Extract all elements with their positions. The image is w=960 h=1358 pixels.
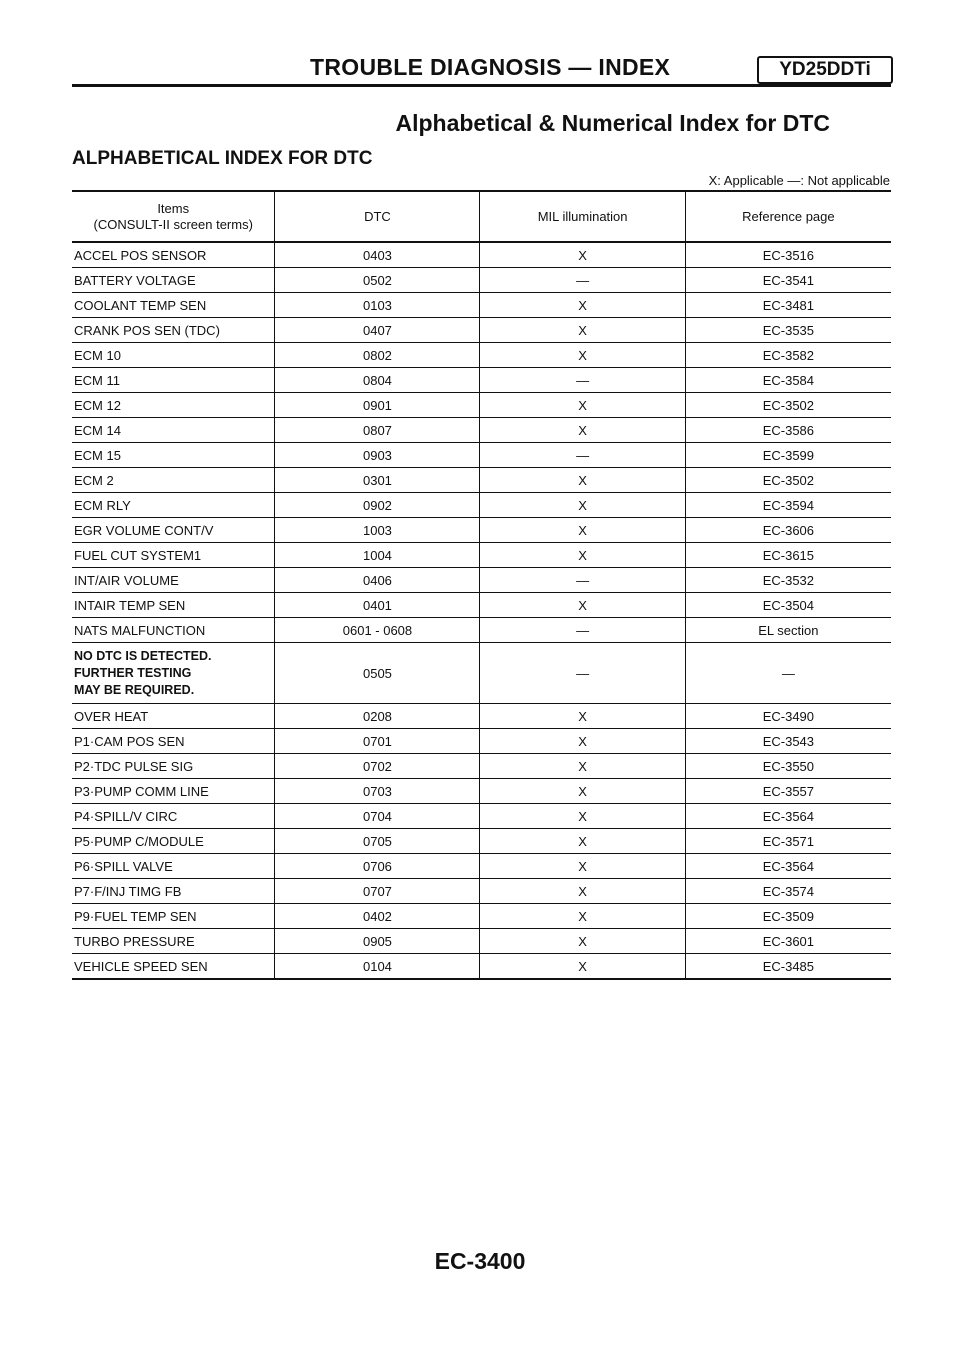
cell-dtc: 0406: [275, 568, 480, 593]
header-rule: [72, 84, 891, 87]
cell-item: P2·TDC PULSE SIG: [72, 754, 275, 779]
cell-dtc: 0401: [275, 593, 480, 618]
cell-mil: X: [480, 854, 685, 879]
cell-reference: EC-3509: [685, 904, 891, 929]
page-header-title: TROUBLE DIAGNOSIS — INDEX: [310, 54, 671, 80]
table-row: [72, 343, 891, 368]
page-number: EC-3400: [434, 1248, 526, 1274]
applicability-legend: X: Applicable —: Not applicable: [708, 173, 890, 188]
cell-dtc: 0505: [275, 643, 480, 704]
cell-mil: X: [480, 729, 685, 754]
column-header-reference: Reference page: [685, 191, 891, 242]
cell-reference: EC-3564: [685, 804, 891, 829]
cell-mil: X: [480, 954, 685, 980]
cell-dtc: 0208: [275, 704, 480, 729]
cell-reference: EL section: [685, 618, 891, 643]
cell-reference: EC-3574: [685, 879, 891, 904]
table-row: [72, 729, 891, 754]
cell-item: COOLANT TEMP SEN: [72, 293, 275, 318]
table-row: [72, 418, 891, 443]
column-header-items-line1: Items: [157, 200, 190, 216]
cell-reference: EC-3502: [685, 393, 891, 418]
cell-dtc: 0706: [275, 854, 480, 879]
cell-item: ECM 14: [72, 418, 275, 443]
cell-reference: EC-3571: [685, 829, 891, 854]
cell-reference: EC-3516: [685, 242, 891, 268]
cell-dtc: 0502: [275, 268, 480, 293]
cell-reference: EC-3564: [685, 854, 891, 879]
cell-mil: X: [480, 343, 685, 368]
table-row: [72, 393, 891, 418]
cell-item: EGR VOLUME CONT/V: [72, 518, 275, 543]
cell-dtc: 0403: [275, 242, 480, 268]
cell-mil: X: [480, 493, 685, 518]
cell-reference: EC-3485: [685, 954, 891, 980]
table-header-row: [72, 191, 891, 242]
cell-mil: X: [480, 518, 685, 543]
cell-mil: —: [480, 618, 685, 643]
dtc-index-table: [72, 190, 891, 980]
cell-dtc: 0804: [275, 368, 480, 393]
cell-dtc: 0703: [275, 779, 480, 804]
cell-item: P9·FUEL TEMP SEN: [72, 904, 275, 929]
cell-mil: X: [480, 829, 685, 854]
cell-dtc: 0701: [275, 729, 480, 754]
cell-reference: EC-3601: [685, 929, 891, 954]
cell-item: ECM 15: [72, 443, 275, 468]
table-row: [72, 293, 891, 318]
table-row: [72, 443, 891, 468]
table-row: [72, 242, 891, 268]
table-row: [72, 929, 891, 954]
cell-mil: X: [480, 318, 685, 343]
no-dtc-line1: NO DTC IS DETECTED.: [74, 648, 212, 663]
cell-dtc: 0707: [275, 879, 480, 904]
cell-mil: X: [480, 904, 685, 929]
table-row: [72, 954, 891, 980]
cell-dtc: 1003: [275, 518, 480, 543]
cell-mil: X: [480, 293, 685, 318]
cell-mil: X: [480, 879, 685, 904]
cell-reference: EC-3584: [685, 368, 891, 393]
cell-mil: X: [480, 593, 685, 618]
cell-reference: EC-3504: [685, 593, 891, 618]
cell-reference: EC-3550: [685, 754, 891, 779]
cell-reference: EC-3557: [685, 779, 891, 804]
cell-reference: —: [685, 643, 891, 704]
cell-item: ECM 12: [72, 393, 275, 418]
cell-reference: EC-3586: [685, 418, 891, 443]
cell-dtc: 0104: [275, 954, 480, 980]
cell-item: FUEL CUT SYSTEM1: [72, 543, 275, 568]
cell-item: P5·PUMP C/MODULE: [72, 829, 275, 854]
engine-code-badge: YD25DDTi: [757, 56, 893, 84]
cell-item: CRANK POS SEN (TDC): [72, 318, 275, 343]
cell-reference: EC-3594: [685, 493, 891, 518]
cell-mil: X: [480, 543, 685, 568]
cell-item: ECM 10: [72, 343, 275, 368]
cell-item: INT/AIR VOLUME: [72, 568, 275, 593]
cell-item: BATTERY VOLTAGE: [72, 268, 275, 293]
table-row: [72, 618, 891, 643]
cell-dtc: 0901: [275, 393, 480, 418]
section-title: Alphabetical & Numerical Index for DTC: [395, 110, 830, 136]
cell-mil: X: [480, 242, 685, 268]
cell-item: OVER HEAT: [72, 704, 275, 729]
table-row: [72, 568, 891, 593]
table-row: [72, 368, 891, 393]
cell-dtc: 0802: [275, 343, 480, 368]
cell-item: ECM 2: [72, 468, 275, 493]
cell-reference: EC-3615: [685, 543, 891, 568]
cell-dtc: 0301: [275, 468, 480, 493]
cell-mil: X: [480, 468, 685, 493]
table-row: [72, 593, 891, 618]
cell-item: ACCEL POS SENSOR: [72, 242, 275, 268]
cell-mil: X: [480, 418, 685, 443]
cell-item: [72, 643, 275, 704]
cell-item: INTAIR TEMP SEN: [72, 593, 275, 618]
cell-item: TURBO PRESSURE: [72, 929, 275, 954]
cell-item: VEHICLE SPEED SEN: [72, 954, 275, 980]
cell-dtc: 0402: [275, 904, 480, 929]
cell-dtc: 0903: [275, 443, 480, 468]
table-row-no-dtc: [72, 643, 891, 704]
table-row: [72, 779, 891, 804]
cell-reference: EC-3502: [685, 468, 891, 493]
cell-mil: X: [480, 393, 685, 418]
cell-dtc: 0905: [275, 929, 480, 954]
cell-mil: —: [480, 568, 685, 593]
cell-reference: EC-3599: [685, 443, 891, 468]
table-row: [72, 854, 891, 879]
no-dtc-line2: FURTHER TESTING: [74, 665, 192, 680]
cell-mil: X: [480, 804, 685, 829]
cell-dtc: 0103: [275, 293, 480, 318]
cell-reference: EC-3543: [685, 729, 891, 754]
cell-reference: EC-3541: [685, 268, 891, 293]
cell-item: P4·SPILL/V CIRC: [72, 804, 275, 829]
table-row: [72, 879, 891, 904]
cell-reference: EC-3582: [685, 343, 891, 368]
table-row: [72, 543, 891, 568]
no-dtc-line3: MAY BE REQUIRED.: [74, 682, 195, 697]
table-row: [72, 804, 891, 829]
table-row: [72, 493, 891, 518]
table-row: [72, 829, 891, 854]
cell-item: ECM RLY: [72, 493, 275, 518]
cell-mil: —: [480, 443, 685, 468]
cell-dtc: 0407: [275, 318, 480, 343]
cell-item: ECM 11: [72, 368, 275, 393]
cell-reference: EC-3532: [685, 568, 891, 593]
cell-reference: EC-3481: [685, 293, 891, 318]
cell-dtc: 0601 - 0608: [275, 618, 480, 643]
cell-item: P6·SPILL VALVE: [72, 854, 275, 879]
cell-item: P3·PUMP COMM LINE: [72, 779, 275, 804]
table-row: [72, 268, 891, 293]
cell-dtc: 0902: [275, 493, 480, 518]
column-header-items: [72, 191, 275, 242]
table-row: [72, 904, 891, 929]
cell-item: P7·F/INJ TIMG FB: [72, 879, 275, 904]
cell-mil: —: [480, 643, 685, 704]
column-header-dtc: DTC: [275, 191, 480, 242]
cell-mil: X: [480, 754, 685, 779]
cell-dtc: 0705: [275, 829, 480, 854]
cell-dtc: 0807: [275, 418, 480, 443]
cell-reference: EC-3490: [685, 704, 891, 729]
cell-item: NATS MALFUNCTION: [72, 618, 275, 643]
cell-reference: EC-3535: [685, 318, 891, 343]
cell-dtc: 0704: [275, 804, 480, 829]
column-header-items-line2: (CONSULT-II screen terms): [93, 216, 253, 232]
column-header-mil: MIL illumination: [480, 191, 685, 242]
cell-dtc: 1004: [275, 543, 480, 568]
table-row: [72, 704, 891, 729]
table-row: [72, 468, 891, 493]
subsection-title: ALPHABETICAL INDEX FOR DTC: [72, 148, 373, 169]
cell-mil: X: [480, 929, 685, 954]
cell-mil: —: [480, 268, 685, 293]
table-row: [72, 754, 891, 779]
cell-mil: X: [480, 704, 685, 729]
cell-dtc: 0702: [275, 754, 480, 779]
table-row: [72, 518, 891, 543]
table-row: [72, 318, 891, 343]
cell-mil: —: [480, 368, 685, 393]
cell-mil: X: [480, 779, 685, 804]
cell-reference: EC-3606: [685, 518, 891, 543]
cell-item: P1·CAM POS SEN: [72, 729, 275, 754]
